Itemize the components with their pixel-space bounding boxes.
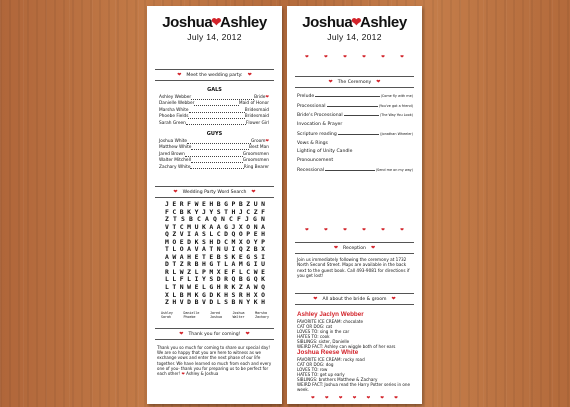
heart-icon: ❤ (247, 72, 252, 78)
heart-icon: ❤ (394, 396, 398, 401)
word-search-letter: I (194, 275, 199, 284)
word-search-letter: E (261, 267, 265, 276)
bride-facts: Ashley Jaclyn Webber FAVORITE ICE CREAM: chocolate CAT OR DOG: cat LOVES TO: sing in the car HATES TO: cook SIBLINGS: sister, Danielle WEIRD FACT: Ashley can wiggle both of her ears (297, 310, 413, 349)
heart-icon: ❤ (376, 79, 381, 85)
word-search-letter: L (172, 275, 177, 284)
word-search-letter: X (216, 267, 221, 276)
heart-icon: ❤ (338, 396, 343, 401)
bride-name: Ashley (359, 14, 407, 31)
word-search-letter: D (224, 230, 228, 239)
word-search-letter: W (253, 267, 258, 276)
word-search-letter: R (165, 267, 169, 276)
word-search-letter: J (245, 215, 249, 224)
word-search-letter: H (231, 207, 236, 216)
word-search-letter: A (209, 222, 214, 231)
word-search-letter: H (187, 252, 192, 261)
word-search-letter: G (246, 260, 251, 269)
word-search-letter: B (238, 275, 243, 284)
word-search-letter: P (201, 267, 206, 276)
word-search-letter: H (172, 298, 177, 307)
list-item: Danielle Webber Maid of Honor (159, 101, 269, 107)
word-search-letter: G (246, 275, 251, 284)
couple-names (287, 14, 422, 31)
word-search-letter: G (246, 252, 251, 261)
word-search-letter: G (201, 290, 206, 299)
word-search-letter: H (201, 260, 206, 269)
word-search-letter: C (179, 222, 184, 231)
list-item: Bride's Processional (The Way You Look) (297, 113, 413, 119)
word-search-letter: Q (165, 230, 169, 239)
word-search-letter: L (201, 283, 206, 292)
heart-icon: ❤ (352, 396, 357, 401)
word-search-letter: H (209, 237, 214, 246)
word-search-letter: B (179, 207, 184, 216)
heart-icon: ❤ (400, 228, 404, 233)
guys-heading: GUYS (206, 131, 223, 137)
word-search-letter: Q (238, 245, 243, 254)
word-search-letter: G (224, 222, 228, 231)
word-search-letter: C (229, 215, 233, 224)
word-search-letter: L (187, 275, 192, 284)
word-search-letter: K (194, 290, 199, 299)
word-search-letter: Z (238, 283, 243, 292)
word-search-letter: V (194, 245, 199, 254)
word-search-letter: G (224, 200, 228, 208)
word-search-letter: K (261, 275, 265, 284)
word-search-letter: X (261, 245, 265, 254)
word-search-letter: L (172, 245, 177, 254)
word-search-letter: X (165, 290, 169, 299)
word-search-letter: I (231, 245, 236, 254)
word-search-letter: H (216, 283, 221, 292)
word-search-letter: W (187, 283, 192, 292)
word-search-letter: W (194, 200, 199, 208)
word-search-letter: Z (187, 267, 192, 276)
heart-divider (305, 228, 404, 233)
gals-list (159, 95, 269, 127)
heart-icon: ❤ (366, 396, 371, 401)
word-search-letter: C (246, 207, 251, 216)
word-search-letter: W (253, 283, 258, 292)
heart-icon: ❤ (351, 15, 361, 29)
word-search-letter: G (209, 283, 214, 292)
word-search-letter: I (261, 252, 265, 261)
word-search-letter: Y (209, 207, 214, 216)
word-search-letter: N (261, 200, 265, 208)
word-search-letter: P (261, 237, 265, 246)
word-search-letter: A (165, 252, 169, 261)
word-search-letter: B (189, 215, 193, 224)
word-search-letter: L (194, 267, 199, 276)
heart-divider (305, 55, 404, 60)
word-search-letter: Q (231, 275, 236, 284)
word-search-letter: D (165, 260, 169, 269)
word-search-letter: R (238, 290, 243, 299)
word-search-letter: C (246, 267, 251, 276)
word-search-letter: V (201, 298, 206, 307)
word-search-letter: N (253, 222, 258, 231)
heart-icon: ❤ (211, 15, 221, 29)
word-search-letter: F (187, 200, 192, 208)
ceremony-list (297, 92, 413, 175)
word-search-letter: B (194, 298, 199, 307)
word-search-letter: T (173, 215, 177, 224)
heart-icon: ❤ (324, 396, 329, 401)
word-search-letter: D (209, 298, 214, 307)
list-item: Ashley Webber Bride ❤ (159, 95, 269, 100)
word-search-letter: Q (253, 275, 258, 284)
word-search-letter: T (172, 222, 177, 231)
word-search-letter: U (261, 260, 265, 269)
word-search-letter: Q (261, 283, 265, 292)
groom-facts: Joshua Reese White FAVORITE ICE CREAM: rocky road CAT OR DOG: dog LOVES TO: row HATES TO: get up early SIBLINGS: brothers Matthew & Zachary WEIRD FACT: Joshua read the Harry Potter series in one week. (297, 348, 413, 392)
heart-icon: ❤ (362, 55, 366, 60)
word-search-letter: Z (246, 245, 251, 254)
word-search-letter: M (238, 260, 243, 269)
word-search-letter: R (179, 200, 184, 208)
reception-heading: ❤ Reception ❤ (295, 242, 414, 254)
word-search-letter: E (238, 252, 243, 261)
word-search-letter: Z (165, 215, 169, 224)
thanks-heading: ❤ Thank you for coming! ❤ (155, 328, 274, 340)
thanks-message: Thank you so much for coming to share our special day! We are so happy that you are here to witness as we exchange vows and enter the next phase of our life together. We have learned so much from each and every one of you- thank you for preparing us to be perfect for each other! ❤ Ashley & Joshua (157, 345, 272, 377)
list-item: Walter Mitchell Groomsmen (159, 158, 269, 164)
word-search-letter: A (201, 245, 206, 254)
word-search-letter: O (172, 237, 177, 246)
word-search-letter: Z (246, 200, 251, 208)
word-search-letter: L (165, 283, 169, 292)
word-search-letter: F (165, 207, 169, 216)
word-search-letter: I (187, 230, 192, 239)
word-search-letter: T (201, 252, 206, 261)
word-search-letter: D (216, 275, 221, 284)
ceremony-heading: ❤ The Ceremony ❤ (295, 76, 414, 88)
word-search-letter: L (209, 230, 214, 239)
heart-icon: ❤ (370, 245, 376, 251)
word-search-letter: O (246, 222, 251, 231)
heart-icon: ❤ (313, 296, 318, 302)
heart-icon: ❤ (245, 331, 250, 337)
word-search-letter: D (216, 237, 221, 246)
word-search-letter: N (221, 215, 225, 224)
groom-name: Joshua (302, 14, 353, 31)
heart-icon: ❤ (173, 189, 178, 195)
word-search-letter: E (172, 200, 177, 208)
list-item: Processional (You've got a friend) (297, 103, 413, 109)
word-search-letter: A (216, 222, 221, 231)
word-search-letter: X (253, 290, 258, 299)
party-heading: ❤ Meet the wedding party: ❤ (155, 69, 274, 81)
word-search-letter: L (224, 260, 228, 269)
word-search-letter: C (172, 207, 177, 216)
word-search-letter: P (231, 200, 236, 208)
word-search-letter: H (224, 290, 228, 299)
list-item: Invocation & Prayer (297, 122, 343, 128)
word-search-letter: E (209, 252, 214, 261)
reception-text: Join us immediately following the ceremony at 1732 North Second Street. Maps are available in the back next to the guest book. Call 493-9081 for directions if you get lost! (297, 257, 410, 279)
word-search-letter: T (216, 260, 221, 269)
gals-heading: GALS (207, 87, 222, 93)
word-search-letter: L (216, 298, 221, 307)
word-search-letter: B (216, 200, 221, 208)
word-search-letter: F (179, 275, 184, 284)
word-search-grid (165, 201, 265, 307)
word-search-heading: ❤ Wedding Party Word Search ❤ (155, 186, 274, 198)
word-search-letter: J (231, 222, 236, 231)
word-search-letter: W (179, 267, 184, 276)
program-card-right (287, 6, 422, 404)
word-search-letter: X (238, 222, 243, 231)
word-search-letter: H (261, 230, 265, 239)
heart-icon: ❤ (324, 228, 328, 233)
word-search-letter: S (181, 215, 185, 224)
word-search-letter: B (216, 252, 221, 261)
word-search-letter: B (253, 245, 258, 254)
word-search-letter: L (172, 267, 177, 276)
word-search-letter: H (246, 290, 251, 299)
word-search-letter: V (179, 230, 184, 239)
word-search-letter: A (194, 230, 199, 239)
heart-divider (311, 396, 398, 401)
word-search-letter: C (224, 237, 228, 246)
word-search-letter: A (205, 215, 209, 224)
word-search-letter: Y (253, 237, 258, 246)
heart-icon: ❤ (305, 55, 309, 60)
word-search-letter: U (253, 200, 258, 208)
heart-icon: ❤ (177, 72, 182, 78)
heart-icon: ❤ (333, 245, 339, 251)
list-item: Phoebe Fields Bridesmaid (159, 114, 269, 120)
word-search-letter: F (231, 267, 236, 276)
word-search-letter: H (261, 298, 265, 307)
groom-name: Joshua (162, 14, 213, 31)
word-search-letter: V (179, 298, 184, 307)
about-heading: ❤ All about the bride & groom ❤ (295, 293, 414, 305)
word-search-letter: A (179, 252, 184, 261)
word-search-letter: K (253, 298, 258, 307)
word-search-letter: O (179, 245, 184, 254)
heart-icon: ❤ (381, 55, 385, 60)
word-search-letter: N (261, 215, 265, 224)
word-search-letter: D (187, 298, 192, 307)
word-search-letter: T (165, 245, 169, 254)
list-item: Lighting of Unity Candle (297, 149, 353, 155)
word-search-letter: I (253, 260, 258, 269)
word-search-letter: F (261, 207, 265, 216)
word-search-letter: A (187, 245, 192, 254)
list-item: Joshua White Groom ❤ (159, 139, 269, 144)
word-search-letter: Z (165, 298, 169, 307)
heart-icon: ❤ (324, 55, 328, 60)
word-search-letter: S (216, 207, 221, 216)
word-search-letter: T (224, 207, 228, 216)
word-search-letter: E (201, 200, 206, 208)
word-search-letter: M (187, 290, 192, 299)
heart-icon: ❤ (328, 79, 333, 85)
heart-icon: ❤ (251, 189, 256, 195)
word-search-letter: J (165, 200, 169, 208)
couple-names (147, 14, 282, 31)
word-search-letter: K (231, 283, 236, 292)
word-search-letter: O (261, 290, 265, 299)
word-search-letter: L (165, 275, 169, 284)
word-search-letter: U (194, 222, 199, 231)
word-search-letter: S (253, 252, 258, 261)
word-search-letter: N (238, 298, 243, 307)
word-search-letter: L (172, 290, 177, 299)
word-search-letter: Y (194, 207, 199, 216)
heart-icon: ❤ (343, 55, 347, 60)
word-search-letter: K (201, 222, 206, 231)
word-search-letter: Y (246, 298, 251, 307)
wedding-date: July 14, 2012 (327, 32, 382, 42)
list-item: Matthew White Best Man (159, 145, 269, 151)
word-search-letter: H (209, 200, 214, 208)
word-search-letter: D (209, 290, 214, 299)
word-search-letter: S (201, 237, 206, 246)
word-search-letter: M (165, 237, 169, 246)
word-search-letter: Q (231, 230, 236, 239)
word-search-letter: K (216, 290, 221, 299)
word-search-letter: X (238, 237, 243, 246)
word-search-letter: T (172, 260, 177, 269)
word-search-letter: V (165, 222, 169, 231)
word-search-letter: E (179, 237, 184, 246)
heart-icon: ❤ (400, 55, 404, 60)
list-item: Sarah Green Flower Girl (159, 120, 269, 126)
word-search-letter: U (224, 245, 228, 254)
word-search-letter: P (246, 230, 251, 239)
word-search-letter: Z (179, 260, 184, 269)
word-search-letter: B (179, 290, 184, 299)
word-search-letter: G (253, 215, 257, 224)
word-search-letter: Q (213, 215, 217, 224)
word-search-letter: Y (201, 275, 206, 284)
word-search-letter: S (224, 298, 228, 307)
word-search-letter: B (194, 260, 199, 269)
heart-icon: ❤ (362, 228, 366, 233)
word-search-letter: A (231, 260, 236, 269)
heart-icon: ❤ (380, 396, 385, 401)
word-search-letter: K (194, 237, 199, 246)
heart-icon: ❤ (381, 228, 385, 233)
list-item: Recessional (Send me on my way) (297, 167, 413, 173)
heart-icon: ❤ (179, 331, 184, 337)
word-search-letter: E (224, 267, 228, 276)
word-search-letter: T (172, 283, 177, 292)
word-search-letter: S (209, 275, 214, 284)
word-search-letter: C (197, 215, 201, 224)
word-search-letter: E (194, 252, 199, 261)
word-search-word-list: Ashley Sarah Danielle Phoebe Jared Joshua Joshua Walter Marsha Zachary (161, 311, 269, 320)
word-search-letter: S (201, 230, 206, 239)
word-search-letter: L (238, 267, 243, 276)
word-search-letter: Z (172, 230, 177, 239)
heart-icon: ❤ (311, 396, 315, 401)
word-search-letter: D (187, 237, 192, 246)
heart-icon: ❤ (391, 296, 396, 302)
word-search-letter: K (231, 252, 236, 261)
heart-icon: ❤ (343, 228, 347, 233)
list-item: Scripture reading (Jonathan Wheeler) (297, 131, 413, 137)
word-search-letter: N (179, 283, 184, 292)
word-search-letter: E (253, 230, 258, 239)
word-search-row (165, 299, 265, 307)
list-item: Zachary White Ring Bearer (159, 164, 269, 170)
heart-icon: ❤ (265, 95, 269, 100)
word-search-letter: O (238, 230, 243, 239)
word-search-letter: Z (253, 207, 258, 216)
list-item: Prelude (Come fly with me) (297, 94, 413, 99)
list-item: Pronouncement (297, 157, 334, 163)
word-search-letter: N (216, 245, 221, 254)
list-item: Marsha White Bridesmaid (159, 107, 269, 113)
word-search-letter: C (216, 230, 221, 239)
bride-full-name: Ashley Jaclyn Webber (297, 311, 364, 318)
word-search-letter: B (231, 298, 236, 307)
word-search-letter: F (237, 215, 241, 224)
word-search-letter: K (187, 207, 192, 216)
bride-name: Ashley (219, 14, 267, 31)
heart-icon: ❤ (265, 139, 269, 144)
word-search-letter: A (246, 283, 251, 292)
word-search-letter: R (224, 283, 228, 292)
word-search-letter: O (246, 237, 251, 246)
word-search-letter: J (201, 207, 206, 216)
program-card-left (147, 6, 282, 404)
word-search-letter: R (187, 260, 192, 269)
word-search-letter: S (224, 252, 228, 261)
word-search-letter: W (172, 252, 177, 261)
guys-list (159, 139, 269, 171)
word-search-letter: A (261, 222, 265, 231)
heart-icon: ❤ (181, 371, 185, 377)
heart-icon: ❤ (305, 228, 309, 233)
list-item: Jared Brown Groomsmen (159, 151, 269, 157)
word-search-letter: B (238, 200, 243, 208)
groom-full-name: Joshua Reese White (297, 349, 359, 356)
list-item: Vows & Rings (297, 140, 328, 146)
word-search-letter: M (209, 267, 214, 276)
word-search-letter: E (194, 283, 199, 292)
word-search-letter: M (187, 222, 192, 231)
word-search-letter: M (231, 237, 236, 246)
wedding-date: July 14, 2012 (187, 32, 242, 42)
word-search-letter: R (224, 275, 228, 284)
word-search-letter: J (238, 207, 243, 216)
word-search-letter: S (231, 290, 236, 299)
word-search-letter: G (209, 260, 214, 269)
word-search-letter: T (209, 245, 214, 254)
